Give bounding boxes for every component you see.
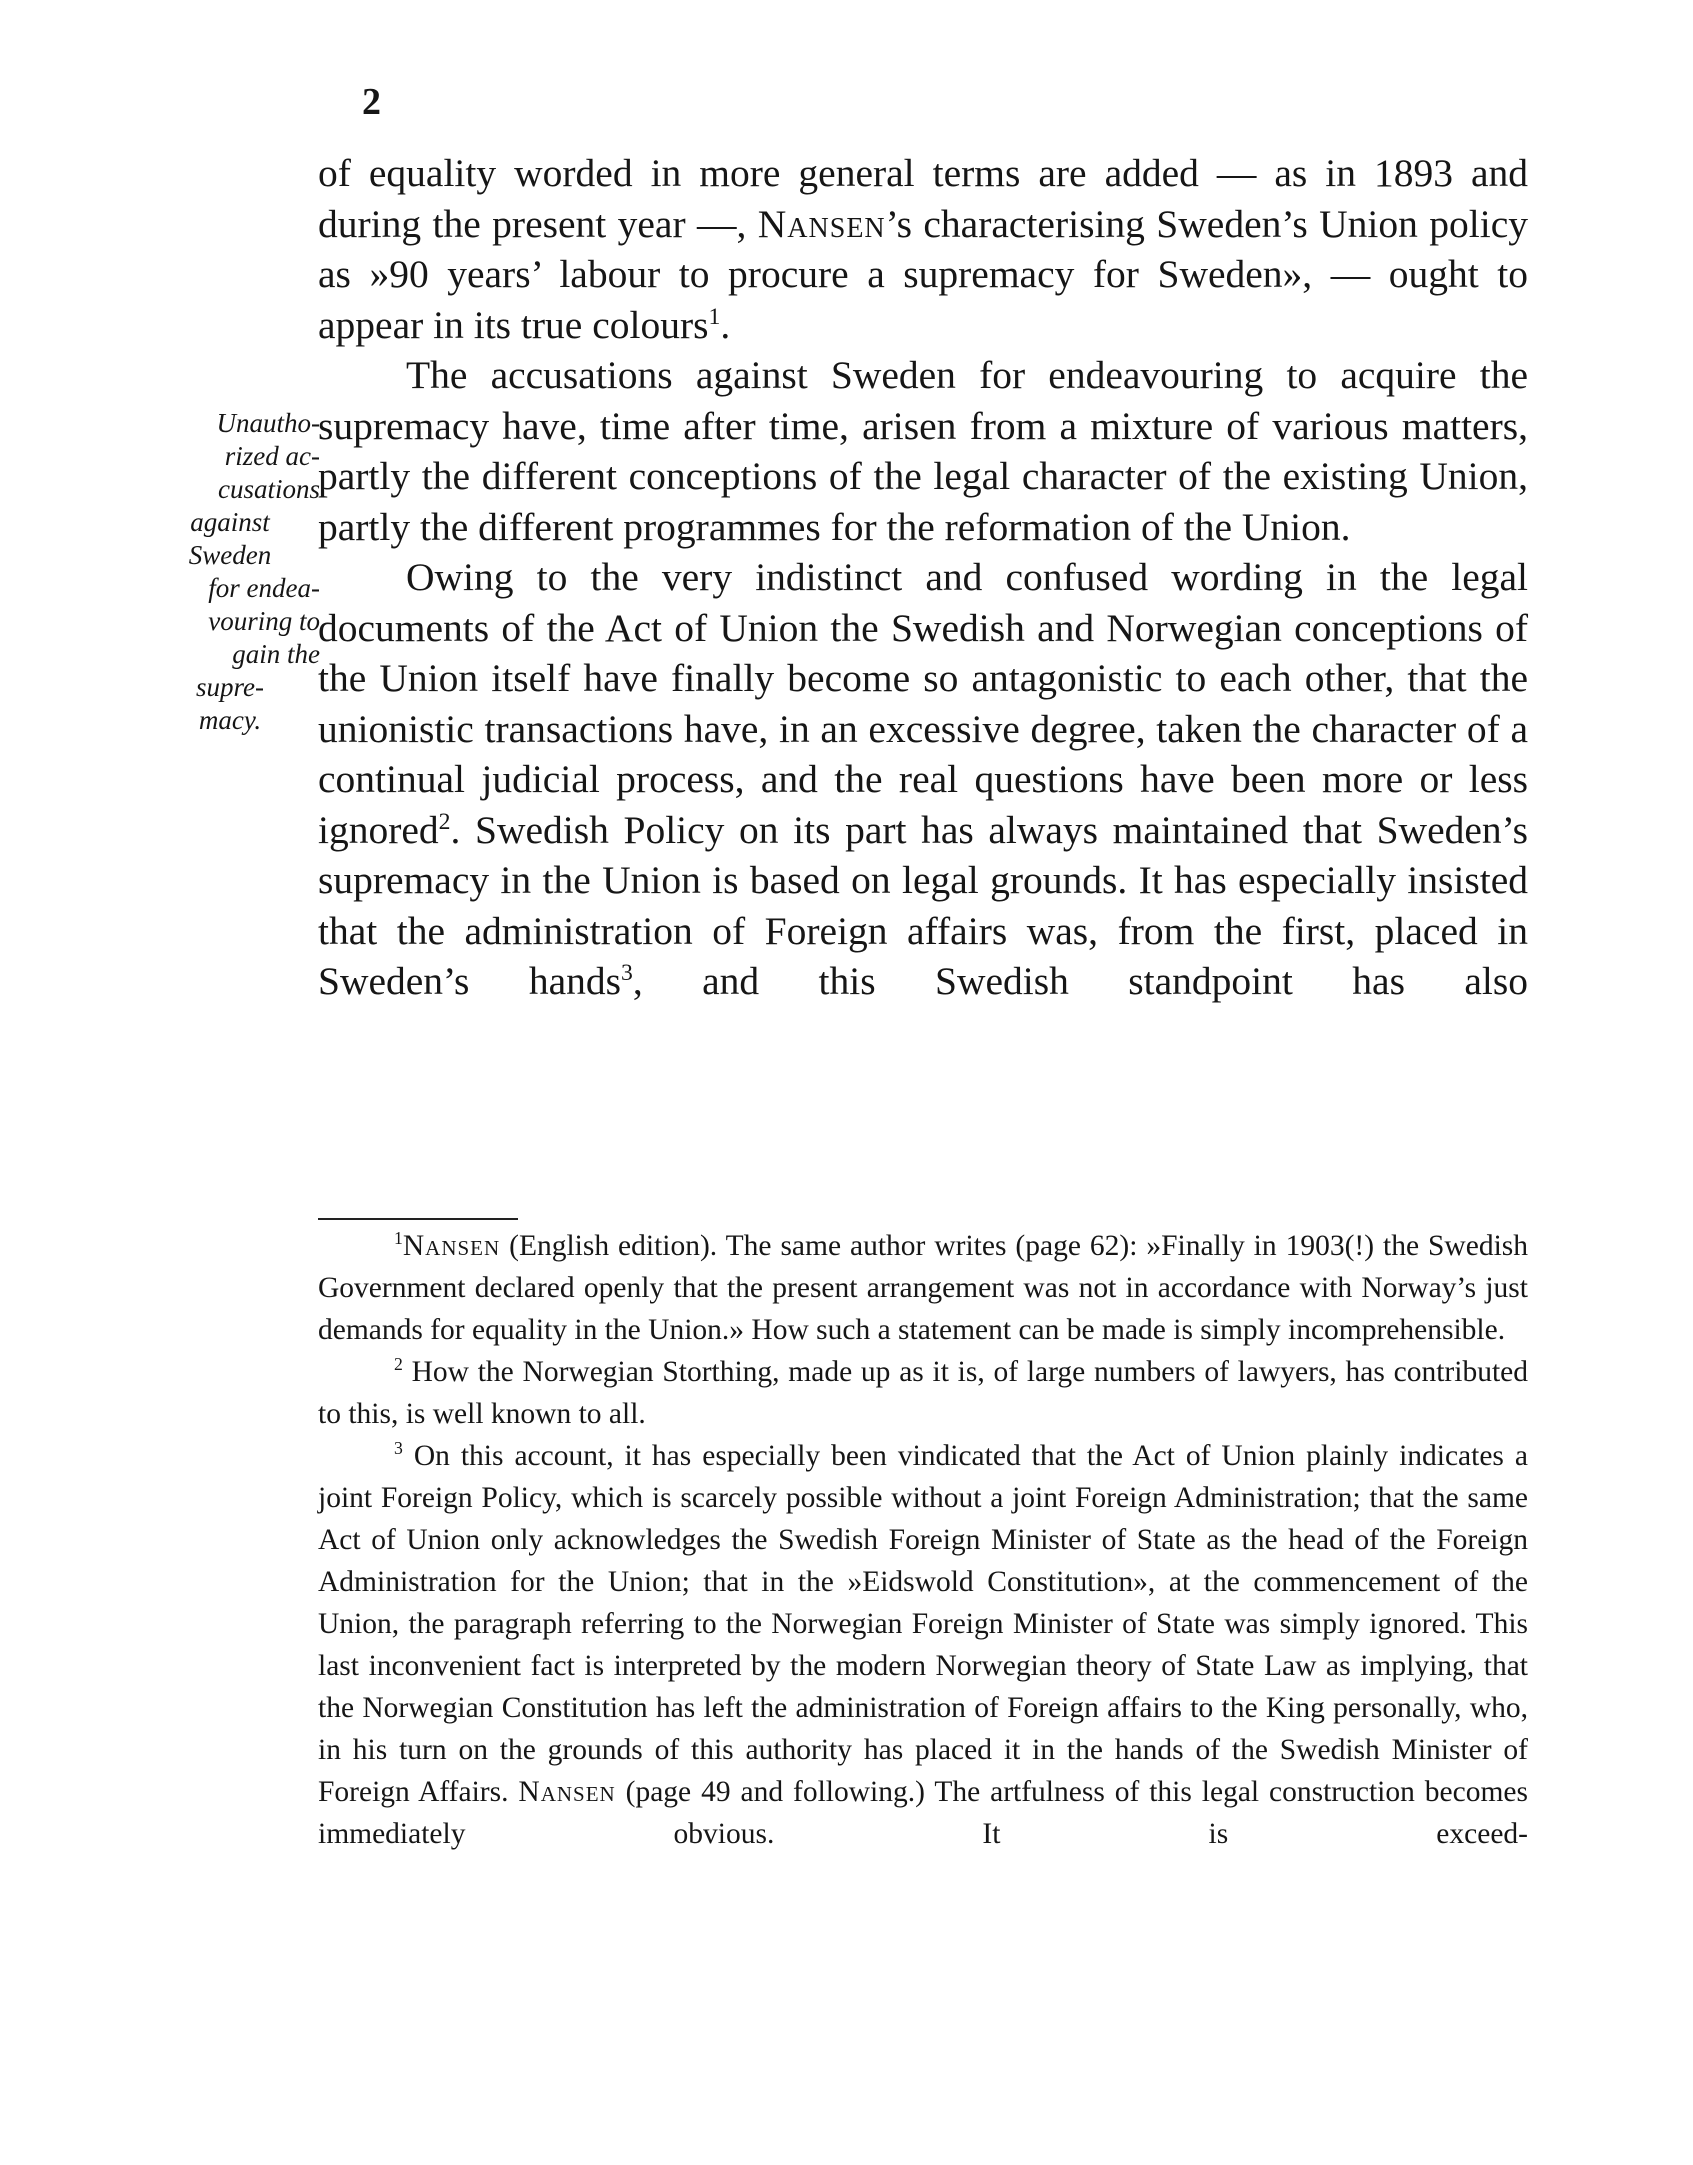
footnote-mark: 1: [394, 1228, 403, 1249]
footnote-rule: [318, 1218, 518, 1220]
main-text: [318, 148, 1528, 1007]
footnote-ref: 3: [620, 959, 633, 986]
footnote-mark: 3: [394, 1438, 403, 1459]
margin-note-line: macy.: [198, 705, 262, 735]
margin-note-line: Unautho-: [216, 408, 320, 438]
margin-note-line: Sweden: [188, 540, 272, 570]
footnote-3: $^3$ On this account, it has especially been vindicated that the Act of Union plainly indicates a joint Foreign Policy, which is scarcely possible without a joint Foreign Administration; that the same Act of Union only acknowledges the Swedish Foreign Minister of State as the head of the Foreign Administration for the Union; that in the »Eidswold Constitution», at the commencement of the Union, the paragraph referring to the Norwegian Foreign Minister of State was simply ignored. This last inconvenient fact is interpreted by the modern Norwegian theory of State Law as implying, that the Norwegian Constitution has left the administration of Foreign affairs to the King personally, who, in his turn on the grounds of this authority has placed it in the hands of the Swedish Minister of Foreign Affairs. Nansen (page 49 and following.) The artfulness of this legal construction becomes immediately obvious. It is exceed-: [318, 1438, 1528, 1850]
author-name: Nansen: [402, 1230, 501, 1262]
footnotes: [318, 1225, 1528, 1855]
footnote-ref: 1: [708, 303, 721, 330]
footnote-2: $^2$ How the Norwegian Storthing, made up as it is, of large numbers of lawyers, has contributed to this, is well known to all.: [318, 1354, 1528, 1430]
paragraph-continued: of equality worded in more general terms are added — as in 1893 and during the present year —, Nansen’s characterising Sweden’s Union policy as »90 years’ labour to procure a supremacy for Sweden», — ought to appear in its true colours$^1$.: [318, 151, 1528, 347]
footnote-1: $^1$Nansen (English edition). The same author writes (page 62): »Finally in 1903(!) the Swedish Government declared openly that the present arrangement was not in accordance with Norway’s just demands for equality in the Union.» How such a statement can be made is simply incomprehensible.: [318, 1228, 1528, 1346]
footnote-ref: 2: [438, 808, 451, 835]
margin-note: [140, 407, 320, 737]
margin-note-line: rized ac-: [224, 441, 320, 471]
margin-note-line: against: [190, 507, 270, 537]
paragraph: Owing to the very indistinct and confused wording in the legal documents of the Act of Union the Swedish and Norwegian conceptions of the Union itself have finally become so antagonistic to each other, that the unionistic transactions have, in an excessive degree, taken the character of a continual judicial process, and the real questions have been more or less ignored$^2$. Swedish Policy on its part has always maintained that Sweden’s supremacy in the Union is based on legal grounds. It has especially insisted that the administration of Foreign affairs was, from the first, placed in Sweden’s hands$^3$, and this Swedish standpoint has also: [318, 555, 1528, 1003]
footnote-mark: 2: [394, 1354, 403, 1375]
paragraph: The accusations against Sweden for endeavouring to acquire the supremacy have, time after time, arisen from a mixture of various matters, partly the different conceptions of the legal character of the existing Union, partly the different programmes for the reformation of the Union.: [318, 353, 1528, 549]
margin-note-line: gain the: [232, 639, 320, 669]
margin-note-line: supre-: [196, 672, 264, 702]
margin-note-line: vouring to: [208, 606, 320, 636]
margin-note-line: for endea-: [208, 573, 320, 603]
author-name: Nansen: [757, 201, 886, 246]
margin-note-line: cusations: [217, 474, 320, 504]
page-number: 2: [362, 81, 381, 123]
author-name: Nansen: [518, 1776, 616, 1808]
